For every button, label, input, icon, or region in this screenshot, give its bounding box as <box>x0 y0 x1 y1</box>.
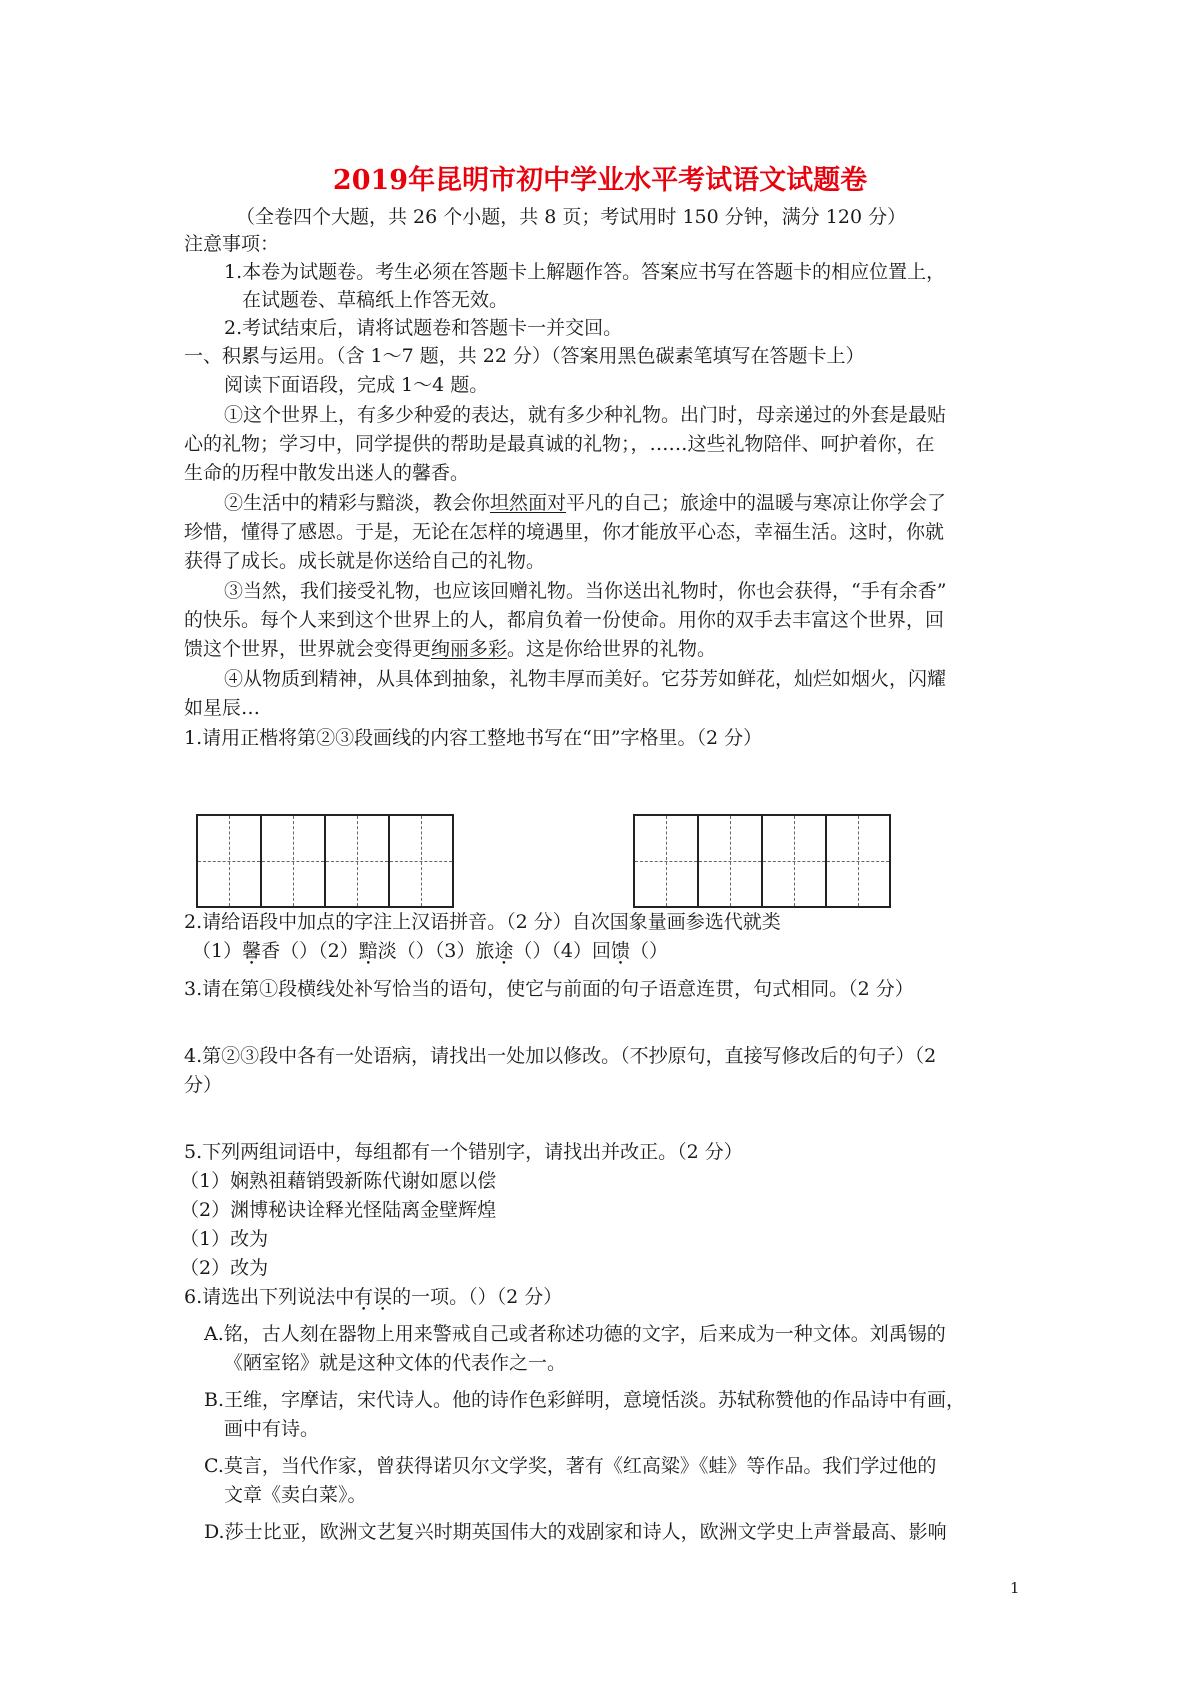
underlined-phrase: 坦然面对 <box>490 492 567 514</box>
tianzige-cell[interactable] <box>326 816 390 906</box>
question-3: 3.请在第①段横线处补写恰当的语句，使它与前面的句子语意连贯，句式相同。（2 分） <box>184 978 914 1000</box>
paragraph-2-line: 珍惜，懂得了感恩。于是，无论在怎样的境遇里，你才能放平心态，幸福生活。这时，你就 <box>184 521 945 543</box>
notice-heading: 注意事项： <box>184 233 280 255</box>
dotted-char: 有 <box>354 1286 374 1308</box>
tianzige-grid-right[interactable] <box>633 814 891 908</box>
paragraph-1-line: ①这个世界上，有多少种爱的表达，就有多少种礼物。出门时，母亲递过的外套是最贴 <box>224 404 947 426</box>
underlined-phrase: 绚丽多彩 <box>431 638 508 660</box>
question-5: 5.下列两组词语中，每组都有一个错别字，请找出并改正。（2 分） <box>184 1141 743 1163</box>
option-b: B.王维，字摩诘，宋代诗人。他的诗作色彩鲜明，意境恬淡。苏轼称赞他的作品诗中有画， <box>204 1389 966 1411</box>
question-5-group-2: （2）渊博秘诀诠释光怪陆离金壁辉煌 <box>180 1199 497 1221</box>
item-text: 淡（） <box>377 940 435 962</box>
question-1: 1.请用正楷将第②③段画线的内容工整地书写在“田”字格里。（2 分） <box>184 727 763 749</box>
option-c-cont: 文章《卖白菜》。 <box>224 1484 367 1506</box>
item-text: （） <box>513 940 552 962</box>
dotted-char: 途 <box>494 940 514 962</box>
tianzige-cell[interactable] <box>699 816 763 906</box>
paragraph-2-line: 获得了成长。成长就是你送给自己的礼物。 <box>184 550 546 572</box>
paragraph-3-line <box>184 637 716 661</box>
option-d: D.莎士比亚，欧洲文艺复兴时期英国伟大的戏剧家和诗人，欧洲文学史上声誉最高、影响 <box>204 1521 947 1543</box>
tianzige-cell[interactable] <box>763 816 827 906</box>
question-5-group-1: （1）娴熟祖藉销毁新陈代谢如愿以偿 <box>180 1170 497 1192</box>
section-1-heading: 一、积累与运用。（含 1～7 题，共 22 分）（答案用黑色碳素笔填写在答题卡上） <box>184 345 865 367</box>
dotted-char: 馨 <box>242 940 262 962</box>
item-text: （） <box>630 940 669 962</box>
item-number: （3） <box>434 940 476 962</box>
p3-text: 馈这个世界，世界就会变得更 <box>184 638 432 660</box>
item-text: 香（） <box>261 940 319 962</box>
paragraph-1-line: 心的礼物；学习中，同学提供的帮助是最真诚的礼物；，……这些礼物陪伴、呵护着你，在 <box>184 433 935 455</box>
tianzige-cell[interactable] <box>827 816 891 906</box>
page-number: 1 <box>1010 1579 1020 1597</box>
dotted-char: 黯 <box>358 940 378 962</box>
tianzige-cell[interactable] <box>262 816 326 906</box>
option-c: C.莫言，当代作家，曾获得诺贝尔文学奖，著有《红高粱》《蛙》等作品。我们学过他的 <box>204 1455 937 1477</box>
option-a-cont: 《陋室铭》就是这种文体的代表作之一。 <box>224 1352 567 1374</box>
item-number: （1） <box>192 940 243 962</box>
paragraph-1-line: 生命的历程中散发出迷人的馨香。 <box>184 462 470 484</box>
reading-instruction: 阅读下面语段，完成 1～4 题。 <box>224 374 489 396</box>
notice-item-2: 2.考试结束后，请将试题卷和答题卡一并交回。 <box>224 317 623 339</box>
paragraph-4-line: ④从物质到精神，从具体到抽象，礼物丰厚而美好。它芬芳如鲜花，灿烂如烟火，闪耀 <box>224 668 947 690</box>
item-text: 回 <box>591 940 611 962</box>
question-5-answer-1: （1）改为 <box>180 1228 269 1250</box>
p2-text: 平凡的自己；旅途中的温暖与寒凉让你学会了 <box>566 492 947 514</box>
paragraph-3-line: ③当然，我们接受礼物，也应该回赠礼物。当你送出礼物时，你也会获得，“手有余香” <box>224 580 947 602</box>
paragraph-2-line <box>224 491 946 515</box>
exam-subtitle: （全卷四个大题，共 26 个小题，共 8 页；考试用时 150 分钟，满分 120 分） <box>236 206 907 228</box>
question-4-cont: 分） <box>184 1074 223 1096</box>
item-number: （4） <box>551 940 592 962</box>
tianzige-grid-left[interactable] <box>196 814 454 908</box>
dotted-char: 误 <box>373 1286 393 1308</box>
p3-text: 。这是你给世界的礼物。 <box>507 638 717 660</box>
dotted-char: 馈 <box>611 940 631 962</box>
item-number: （2） <box>318 940 359 962</box>
question-2-items <box>192 939 668 963</box>
paragraph-3-line: 的快乐。每个人来到这个世界上的人，都肩负着一份使命。用你的双手去丰富这个世界，回 <box>184 609 945 631</box>
q6-text: 6.请选出下列说法中 <box>184 1286 355 1308</box>
p2-text: ②生活中的精彩与黯淡，教会你 <box>224 492 491 514</box>
tianzige-cell[interactable] <box>635 816 699 906</box>
question-2: 2.请给语段中加点的字注上汉语拼音。（2 分）自次国象量画参选代就类 <box>184 911 781 933</box>
option-a: A.铭，古人刻在器物上用来警戒自己或者称述功德的文字，后来成为一种文体。刘禹锡的 <box>204 1323 946 1345</box>
item-text: 旅 <box>475 940 495 962</box>
tianzige-cell[interactable] <box>390 816 454 906</box>
paragraph-4-line: 如星辰… <box>184 697 261 719</box>
tianzige-cell[interactable] <box>198 816 262 906</box>
notice-item-1: 1.本卷为试题卷。考生必须在答题卡上解题作答。答案应书写在答题卡的相应位置上， <box>224 261 946 283</box>
q6-text: 的一项。（）（2 分） <box>392 1286 563 1308</box>
exam-title: 2019年昆明市初中学业水平考试语文试题卷 <box>332 165 868 196</box>
notice-item-1-cont: 在试题卷、草稿纸上作答无效。 <box>242 289 509 311</box>
question-5-answer-2: （2）改为 <box>180 1257 269 1279</box>
question-6 <box>184 1285 562 1309</box>
option-b-cont: 画中有诗。 <box>224 1418 320 1440</box>
question-4: 4.第②③段中各有一处语病，请找出一处加以修改。（不抄原句，直接写修改后的句子）（2 <box>184 1045 937 1067</box>
